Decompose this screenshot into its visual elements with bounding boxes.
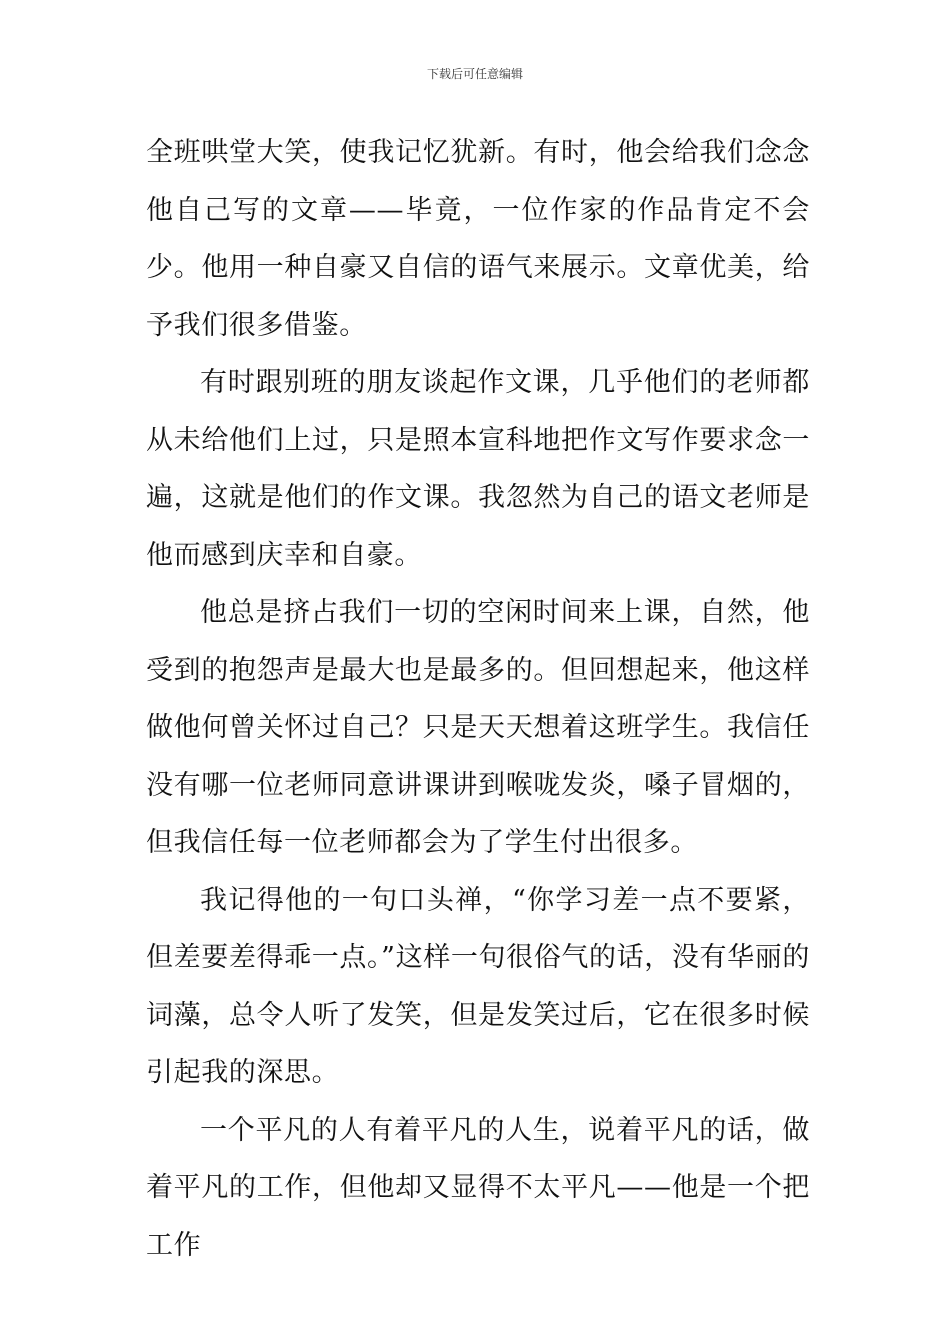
page-header: 下载后可任意编辑 [426,67,523,81]
paragraph-4: 我记得他的一句口头禅，“你学习差一点不要紧，但差要差得乖一点。”这样一句很俗气的话，没有华丽的词藻，总令人听了发笑，但是发笑过后，它在很多时候引起我的深思。 [146,884,810,1088]
paragraph-1: 全班哄堂大笑，使我记忆犹新。有时，他会给我们念念他自己写的文章——毕竟，一位作家的作品肯定不会少。他用一种自豪又自信的语气来展示。文章优美，给予我们很多借鉴。 [146,137,810,341]
paragraph-3: 他总是挤占我们一切的空闲时间来上课，自然，他受到的抱怨声是最大也是最多的。但回想起来，他这样做他何曾关怀过自己？只是天天想着这班学生。我信任没有哪一位老师同意讲课讲到喉咙发炎，嗓子冒烟的，但我信任每一位老师都会为了学生付出很多。 [146,597,810,858]
paragraph-5: 一个平凡的人有着平凡的人生，说着平凡的话，做着平凡的工作，但他却又显得不太平凡——他是一个把工作 [146,1114,810,1261]
paragraph-2: 有时跟别班的朋友谈起作文课，几乎他们的老师都从未给他们上过，只是照本宣科地把作文写作要求念一遍，这就是他们的作文课。我忽然为自己的语文老师是他而感到庆幸和自豪。 [146,367,810,571]
document-body [146,124,810,1274]
